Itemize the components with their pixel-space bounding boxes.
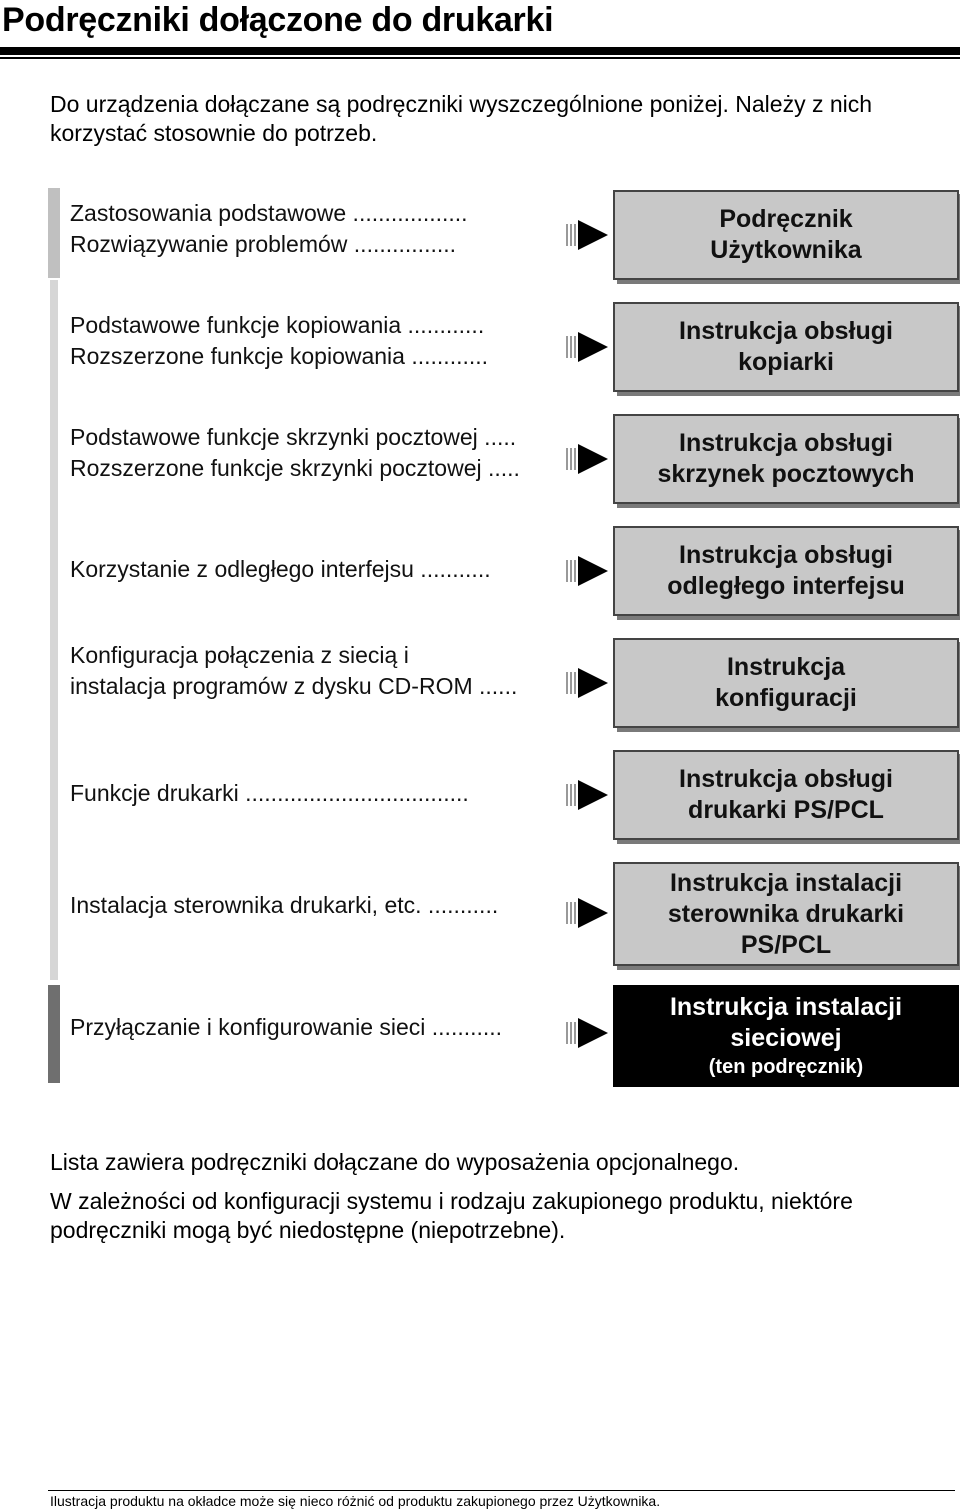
manual-title-line: konfiguracji — [715, 684, 857, 712]
manual-title-line: Instrukcja — [726, 653, 846, 681]
manual-topics-3 — [70, 554, 570, 585]
arrow-right-icon — [566, 896, 610, 930]
arrow-right-icon — [566, 666, 610, 700]
intro-text: Do urządzenia dołączane są podręczniki wyszczególnione poniżej. Należy z nich korzystać stosownie do potrzeb. — [50, 91, 873, 146]
manual-box-configuration[interactable] — [613, 638, 959, 728]
topic-line: instalacja programów z dysku CD-ROM ...... — [70, 673, 518, 699]
manual-box-driver-install[interactable] — [613, 862, 959, 966]
manual-title-line: skrzynek pocztowych — [657, 460, 915, 488]
arrow-right-icon — [566, 778, 610, 812]
topic-line: Zastosowania podstawowe .................. — [70, 200, 468, 226]
arrow-right-icon — [566, 554, 610, 588]
manual-topics-7 — [70, 1012, 570, 1043]
manual-box-copier[interactable] — [613, 302, 959, 392]
manual-topics-1 — [70, 310, 570, 372]
manual-title-line: sterownika drukarki — [667, 899, 905, 928]
current-manual-note: (ten podręcznik) — [708, 1056, 864, 1078]
manual-topics-6 — [70, 890, 570, 921]
sidebar-bar — [48, 188, 60, 278]
topic-line: Przyłączanie i konfigurowanie sieci ........... — [70, 1014, 503, 1040]
notes — [50, 1148, 950, 1255]
manual-title-line: Instrukcja obsługi — [679, 317, 893, 345]
topic-line: Podstawowe funkcje skrzynki pocztowej ..... — [70, 424, 517, 450]
footnote-rule — [48, 1490, 955, 1491]
manual-title-line: Instrukcja obsługi — [679, 765, 893, 793]
manual-topics-2 — [70, 422, 570, 484]
topic-line: Instalacja sterownika drukarki, etc. ........... — [70, 892, 499, 918]
manual-title-line: sieciowej — [730, 1024, 842, 1052]
manual-title-line: Instrukcja obsługi — [679, 429, 893, 457]
footnote: Ilustracja produktu na okładce może się nieco różnić od produktu zakupionego przez Użytkownika. — [50, 1493, 661, 1509]
title-rule-thin — [0, 57, 960, 59]
topic-line: Rozszerzone funkcje skrzynki pocztowej ..... — [70, 455, 520, 481]
manual-title-line: Instrukcja instalacji — [669, 993, 903, 1021]
manual-title-line: Użytkownika — [710, 236, 862, 264]
note-optional: Lista zawiera podręczniki dołączane do wyposażenia opcjonalnego. — [50, 1149, 740, 1175]
manual-title-line: drukarki PS/PCL — [688, 796, 884, 824]
manual-topics-5 — [70, 778, 570, 809]
topic-line: Konfiguracja połączenia z siecią i — [70, 642, 409, 668]
manual-box-remote-ui[interactable] — [613, 526, 959, 616]
arrow-right-icon — [566, 330, 610, 364]
topic-line: Funkcje drukarki ................................... — [70, 780, 469, 806]
manual-title-line: kopiarki — [738, 348, 834, 376]
topic-line: Rozszerzone funkcje kopiowania ............ — [70, 343, 489, 369]
arrow-right-icon — [566, 442, 610, 476]
topic-line: Korzystanie z odległego interfejsu ........... — [70, 556, 491, 582]
manual-box-printer[interactable] — [613, 750, 959, 840]
page-title: Podręczniki dołączone do drukarki — [2, 1, 554, 39]
manual-title-line: Instrukcja instalacji — [669, 868, 903, 897]
manual-box-mailbox[interactable] — [613, 414, 959, 504]
arrow-right-icon — [566, 218, 610, 252]
manual-title-line: odległego interfejsu — [667, 572, 905, 600]
manual-title-line: PS/PCL — [740, 930, 832, 959]
note-availability: W zależności od konfiguracji systemu i rodzaju zakupionego produktu, niektóre podręczniki mogą być niedostępne (niepotrzebne). — [50, 1188, 853, 1243]
manual-topics-0 — [70, 198, 570, 260]
sidebar-bar-light — [50, 280, 58, 980]
manual-topics-4 — [70, 640, 570, 702]
arrow-right-icon — [566, 1016, 610, 1050]
manual-box-user-guide[interactable] — [613, 190, 959, 280]
topic-line: Podstawowe funkcje kopiowania ............ — [70, 312, 485, 338]
title-rule — [0, 47, 960, 55]
sidebar-bar-active — [48, 985, 60, 1083]
manual-box-network-current[interactable] — [613, 985, 959, 1087]
manual-title-line: Podręcznik — [719, 205, 853, 233]
manual-title-line: Instrukcja obsługi — [679, 541, 893, 569]
topic-line: Rozwiązywanie problemów ................ — [70, 231, 457, 257]
